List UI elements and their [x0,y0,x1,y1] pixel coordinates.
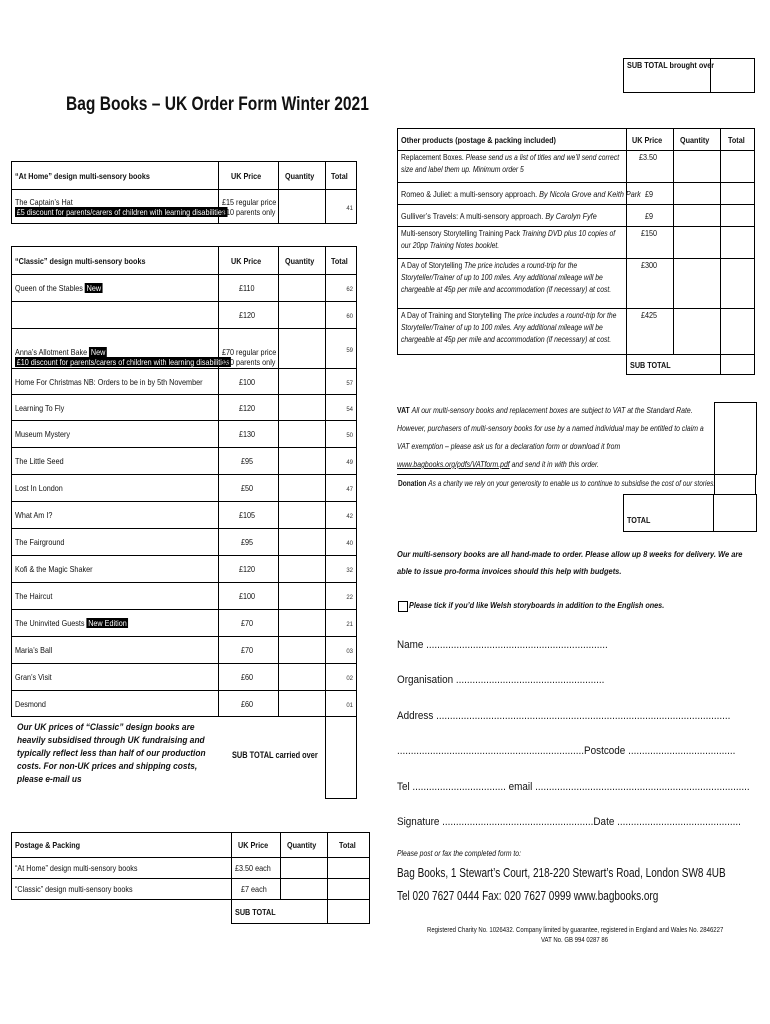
quantity-field[interactable] [279,448,326,475]
total-field[interactable]: 57 [326,369,357,395]
total-field[interactable]: 60 [326,302,357,329]
price-cell: £3.50 each [232,858,281,879]
total-field[interactable] [721,151,755,183]
total-field[interactable]: 54 [326,395,357,421]
vat-text: All our multi-sensory books and replacement boxes are subject to VAT at the Standard Rate. However, purchasers of multi-sensory books for use by a named individual may be entitled to claim a VAT exemption – please ask us for a declaration form or download it from [397,406,704,451]
product-cell: Gran’s Visit [12,664,219,691]
price-cell: £120 [219,302,279,329]
total-field[interactable]: 59 [326,329,357,369]
postage-header-price: UK Price [232,833,281,858]
product-cell: Romeo & Juliet: a multi-sensory approach. By Nicola Grove and Keith Park [398,183,627,205]
total-field[interactable] [326,190,357,224]
price-cell: £70 [219,637,279,664]
at-home-header-price: UK Price [219,162,279,190]
table-row [12,583,357,610]
at-home-header-product: “At Home” design multi-sensory books [12,162,219,190]
quantity-field[interactable] [279,637,326,664]
table-row [398,227,755,259]
other-subtotal-field[interactable] [721,355,755,375]
total-field[interactable]: 40 [326,529,357,556]
table-row [12,858,370,879]
total-label: TOTAL [627,515,651,525]
total-field[interactable]: 21 [326,610,357,637]
total-field[interactable]: 42 [326,502,357,529]
row-number: 41 [346,205,353,212]
total-field[interactable]: 01 [326,691,357,717]
postage-header-quantity: Quantity [281,833,328,858]
at-home-header-quantity: Quantity [279,162,326,190]
table-row [12,329,357,369]
price-cell: £70 [219,610,279,637]
classic-header-quantity: Quantity [279,247,326,275]
registered-charity: Registered Charity No. 1026432. Company limited by guarantee, registered in England and Wales No. 2846227 [427,925,724,934]
postage-header-total: Total [328,833,370,858]
address-field[interactable]: Address ........................................................................................................... [397,710,731,722]
other-header-quantity: Quantity [674,129,721,151]
other-header-total: Total [721,129,755,151]
classic-header-price: UK Price [219,247,279,275]
table-row [12,879,370,900]
product-cell: Museum Mystery [12,421,219,448]
quantity-field[interactable] [281,879,328,900]
contact-line: Tel 020 7627 0444 Fax: 020 7627 0999 www.bagbooks.org [397,889,659,903]
signature-date-field[interactable]: Signature .......................................................Date ............................................. [397,816,741,828]
product-cell: “Classic” design multi-sensory books [12,879,232,900]
product-name: The Captain’s Hat [15,196,73,207]
total-field[interactable]: 49 [326,448,357,475]
table-row [12,529,357,556]
quantity-field[interactable] [674,183,721,205]
subtotal-brought-over-table [623,58,755,93]
table-row [12,664,357,691]
product-cell: The Little Seed [12,448,219,475]
quantity-field[interactable] [279,691,326,717]
product-cell: Replacement Boxes. Please send us a list of titles and we’ll send correct size and label them up. Minimum order 5 [398,151,627,183]
total-field[interactable]: 50 [326,421,357,448]
product-cell: The Haircut [12,583,219,610]
table-row [398,183,755,205]
quantity-field[interactable] [279,583,326,610]
price-cell: £9 [627,183,674,205]
vat-text-block [397,402,712,474]
classic-header-product: “Classic” design multi-sensory books [12,247,219,275]
product-cell: The Uninvited Guests New Edition [12,610,219,637]
at-home-table [11,161,357,224]
table-row [12,691,357,717]
postage-subtotal-label: SUB TOTAL [232,900,328,924]
subtotal-brought-over-field[interactable] [711,59,755,93]
quantity-field[interactable] [279,395,326,421]
price-cell: £70 regular price £60 parents only [219,329,279,369]
price-regular: £15 regular price [222,196,277,207]
product-cell: Lost In London [12,475,219,502]
quantity-field[interactable] [279,329,326,369]
product-cell [12,302,219,329]
total-field[interactable]: 02 [326,664,357,691]
discount-badge: £5 discount for parents/carers of children with learning disabilities [16,206,226,217]
new-badge: New [90,347,106,357]
quantity-field[interactable] [674,205,721,227]
address-line: Bag Books, 1 Stewart’s Court, 218-220 Stewart’s Road, London SW8 4UB [397,866,726,880]
quantity-field[interactable] [674,259,721,309]
quantity-field[interactable] [674,151,721,183]
vat-number: VAT No. GB 994 0287 86 [541,935,609,944]
total-field[interactable] [721,183,755,205]
total-label-cell [623,494,714,532]
total-field[interactable]: 32 [326,556,357,583]
table-row [12,275,357,302]
price-cell: £110 [219,275,279,302]
subtotal-brought-over-label: SUB TOTAL brought over [624,59,711,93]
table-row [398,151,755,183]
table-row [12,302,357,329]
total-field[interactable] [721,205,755,227]
table-row [12,502,357,529]
new-edition-badge: New Edition [88,618,127,628]
quantity-field[interactable] [279,556,326,583]
price-cell [219,190,279,224]
total-field[interactable] [721,309,755,355]
table-row [12,610,357,637]
quantity-field[interactable] [281,858,328,879]
total-field[interactable] [721,227,755,259]
price-cell: £120 [219,556,279,583]
price-cell: £50 [219,475,279,502]
product-cell: The Fairground [12,529,219,556]
quantity-field[interactable] [279,302,326,329]
table-row [12,637,357,664]
vat-label: VAT [397,406,410,415]
discount-badge: £10 discount for parents/carers of children with learning disabilities [16,357,230,367]
vat-form-link[interactable]: www.bagbooks.org/pdfs/VATform.pdf [397,460,510,469]
table-row [12,448,357,475]
donation-text: Donation As a charity we rely on your generosity to enable us to continue to subsidise the cost of our stories. [398,479,716,488]
price-cell: £100 [219,583,279,610]
quantity-field[interactable] [279,610,326,637]
table-row [12,369,357,395]
subtotal-carried-field[interactable] [326,717,357,799]
total-field[interactable] [721,259,755,309]
handmade-note: Our multi-sensory books are all hand-made to order. Please allow up 8 weeks for delivery. We are able to issue pro-forma invoices should this help with budgets. [397,549,743,576]
welsh-checkbox[interactable] [398,601,408,612]
price-parents: £10 parents only [222,206,276,217]
blank-cell [398,355,627,375]
product-cell: Kofi & the Magic Shaker [12,556,219,583]
organisation-field[interactable]: Organisation ...................................................... [397,674,605,686]
table-row [12,475,357,502]
product-cell: A Day of Training and Storytelling The price includes a round-trip for the Storyteller/Trainer of up to 100 miles. Any additional mileage will be chargeable at 45p per mile and accommodation (if necessary) at cost. [398,309,627,355]
product-cell: Home For Christmas NB: Orders to be in by 5th November [12,369,219,395]
product-cell: “At Home” design multi-sensory books [12,858,232,879]
price-cell: £60 [219,664,279,691]
quantity-field[interactable] [279,475,326,502]
postcode-field[interactable]: ....................................................................Postcode ....................................... [397,745,736,757]
price-cell: £425 [627,309,674,355]
price-cell: £130 [219,421,279,448]
price-cell: £120 [219,395,279,421]
name-field[interactable]: Name .................................................................. [397,639,608,651]
product-cell: Gulliver’s Travels: A multi-sensory approach. By Carolyn Fyfe [398,205,627,227]
product-cell: Queen of the Stables New [12,275,219,302]
product-cell: Multi-sensory Storytelling Training Pack Training DVD plus 10 copies of our 20pp Training Notes booklet. [398,227,627,259]
vat-field[interactable] [714,402,757,475]
tel-email-field[interactable]: Tel .................................. email .............................................................................. [397,781,750,793]
product-cell: Desmond [12,691,219,717]
table-row [12,395,357,421]
price-cell: £95 [219,448,279,475]
at-home-header-total: Total [326,162,357,190]
table-row [398,259,755,309]
product-cell: Anna’s Allotment Bake New £10 discount for parents/carers of children with learning disabilities [12,329,219,369]
postage-table [11,832,370,924]
classic-header-total: Total [326,247,357,275]
price-cell: £3.50 [627,151,674,183]
quantity-field[interactable] [279,529,326,556]
table-row [12,421,357,448]
price-cell: £9 [627,205,674,227]
quantity-field[interactable] [279,369,326,395]
quantity-field[interactable] [279,664,326,691]
classic-price-note: Our UK prices of “Classic” design books are heavily subsidised through UK fundraising and typically reflect less than half of our production costs. For non-UK prices and shipping costs, please e-mail us [17,722,206,785]
quantity-field[interactable] [674,309,721,355]
other-header-product: Other products (postage & packing included) [398,129,627,151]
price-cell: £150 [627,227,674,259]
table-row [12,556,357,583]
quantity-field[interactable] [279,502,326,529]
product-cell: A Day of Storytelling The price includes a round-trip for the Storyteller/Trainer of up to 100 miles. Any additional mileage will be chargeable at 45p per mile and accommodation (if necessary) at cost. [398,259,627,309]
total-field[interactable]: 62 [326,275,357,302]
price-cell: £100 [219,369,279,395]
quantity-field[interactable] [279,275,326,302]
price-cell: £105 [219,502,279,529]
at-home-product-cell [12,190,226,224]
blank-cell [12,900,232,924]
price-cell: £95 [219,529,279,556]
other-products-table [397,128,755,375]
total-field[interactable]: 47 [326,475,357,502]
new-badge: New [86,283,102,293]
total-field[interactable] [713,494,757,532]
total-field[interactable] [328,879,370,900]
subtotal-carried-label: SUB TOTAL carried over [232,750,318,760]
price-cell: £300 [627,259,674,309]
welsh-label: Please tick if you’d like Welsh storyboards in addition to the English ones. [409,600,665,610]
total-field[interactable]: 22 [326,583,357,610]
classic-table [11,246,357,799]
quantity-field[interactable] [279,421,326,448]
table-row [398,309,755,355]
postage-subtotal-field[interactable] [328,900,370,924]
quantity-field[interactable] [674,227,721,259]
product-cell: Learning To Fly [12,395,219,421]
price-cell: £60 [219,691,279,717]
table-row [398,205,755,227]
price-cell: £7 each [232,879,281,900]
page-title: Bag Books – UK Order Form Winter 2021 [66,94,369,115]
postage-header-product: Postage & Packing [12,833,232,858]
total-field[interactable]: 03 [326,637,357,664]
other-header-price: UK Price [627,129,674,151]
post-fax-note: Please post or fax the completed form to: [397,849,521,858]
product-cell: Maria’s Ball [12,637,219,664]
total-field[interactable] [328,858,370,879]
product-cell: What Am I? [12,502,219,529]
donation-field[interactable] [714,474,756,494]
other-subtotal-label: SUB TOTAL [627,355,721,375]
quantity-field[interactable] [279,190,326,224]
vat-tail: and send it in with this order. [511,460,599,469]
